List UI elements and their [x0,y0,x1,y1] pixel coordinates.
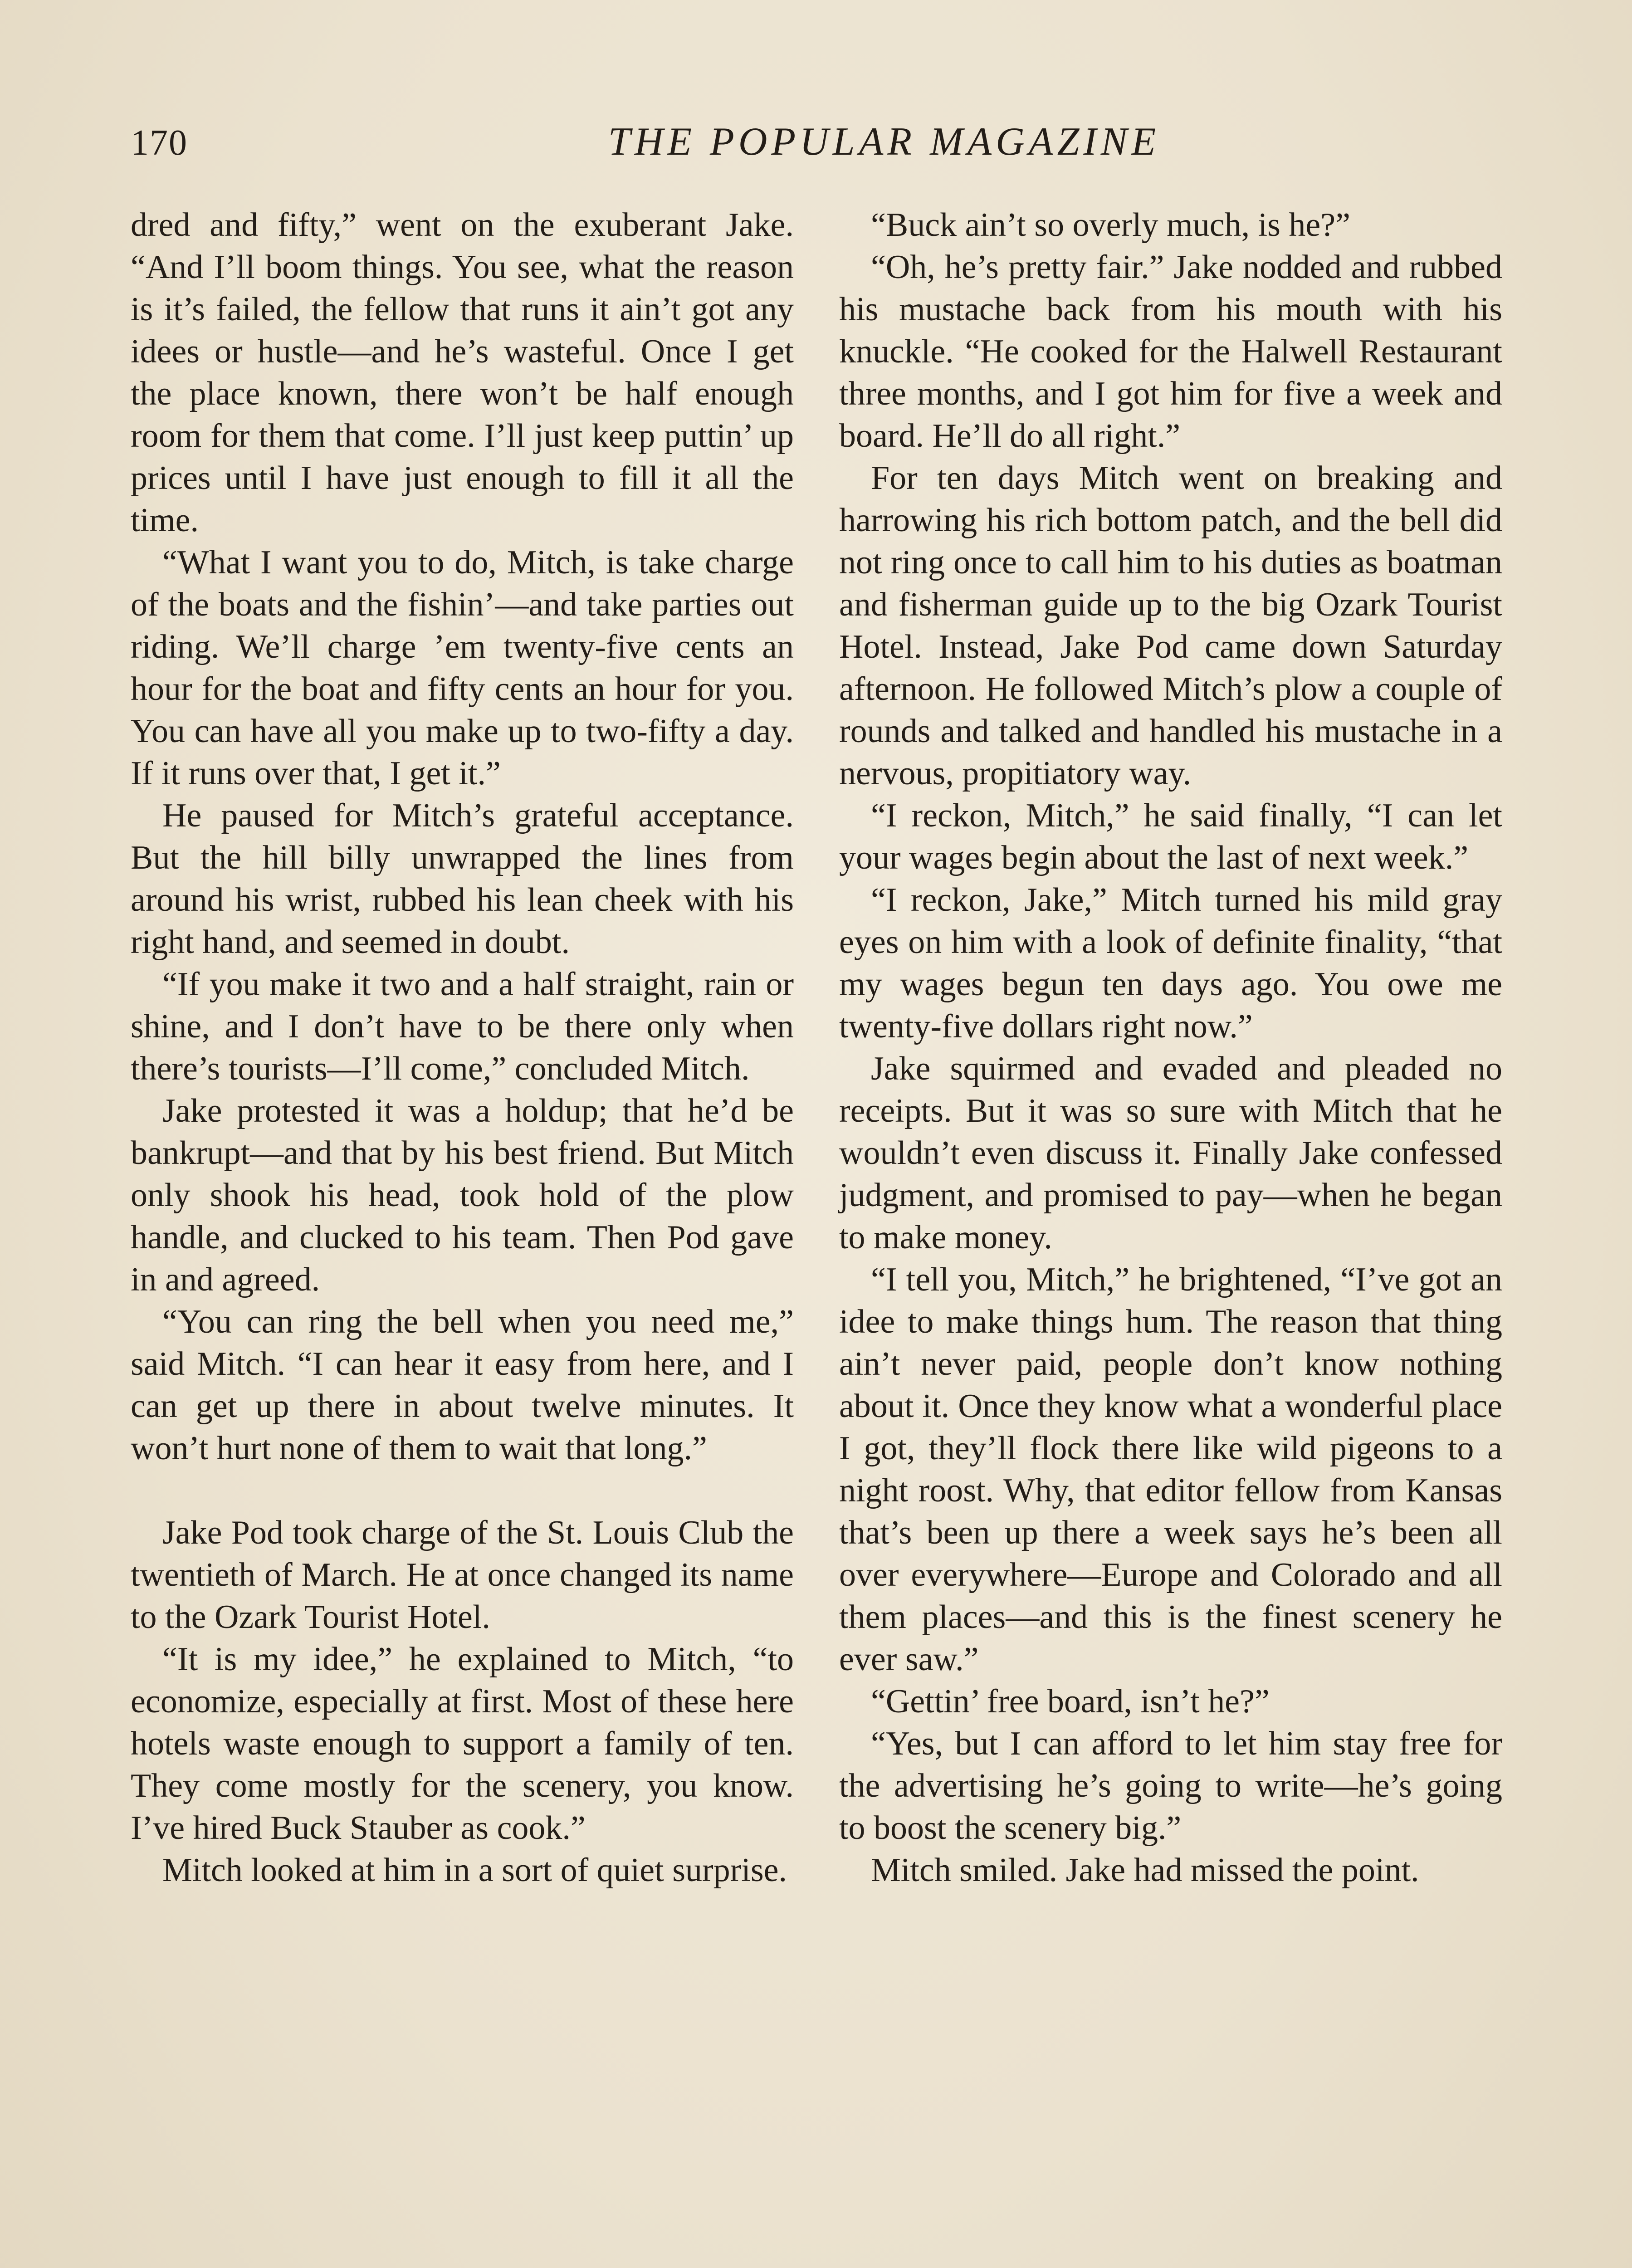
paragraph: “Oh, he’s pretty fair.” Jake nodded and rubbed his mustache back from his mouth with his knuckle. “He cooked for the Halwell Restaurant three months, and I got him for five a week and board. He’ll do all right.” [839,249,1502,455]
paragraph: “It is my idee,” he explained to Mitch, “to economize, especially at first. Most of these here hotels waste enough to support a family of ten. They come mostly for the scenery, you know. I’ve hired Buck Stauber as cook.” [131,1641,794,1847]
paragraph: Jake squirmed and evaded and pleaded no receipts. But it was so sure with Mitch that he wouldn’t even discuss it. Finally Jake confessed judgment, and promised to pay—when he began to make money. [839,1050,1502,1256]
page-number: 170 [131,123,188,163]
section-opening-paragraph: Jake Pod took charge of the St. Louis Club the twentieth of March. He at once changed its name to the Ozark Tourist Hotel. [131,1514,794,1636]
paragraph: “I tell you, Mitch,” he brightened, “I’ve got an idee to make things hum. The reason that thing ain’t never paid, people don’t know nothing about it. Once they know what a wonderful place I got, they’ll flock there like wild pigeons to a night roost. Why, that editor fellow from Kansas that’s been up there a week says he’s been all over everywhere—Europe and Colorado and all them places—and this is the finest scenery he ever saw.” [839,1261,1502,1678]
paragraph: Jake protested it was a holdup; that he’d be bankrupt—and that by his best friend. But Mitch only shook his head, took hold of the plow handle, and clucked to his team. Then Pod gave in and agreed. [131,1092,794,1298]
running-title: THE POPULAR MAGAZINE [608,120,1160,164]
paragraph: “What I want you to do, Mitch, is take charge of the boats and the fishin’—and take parties out riding. We’ll charge ’em twenty-five cents an hour for the boat and fifty cents an hour for you. You can have all you make up to two-fifty a day. If it runs over that, I get it.” [131,544,794,792]
paragraph: “Buck ain’t so overly much, is he?” [871,206,1350,244]
paragraph: “Gettin’ free board, isn’t he?” [871,1683,1270,1720]
paragraph: dred and fifty,” went on the exuberant Jake. “And I’ll boom things. You see, what the reason is it’s failed, the fellow that runs it ain’t got any idees or hustle—and he’s wasteful. Once I get the place known, there won’t be half enough room for them that come. I’ll just keep puttin’ up prices until I have just enough to fill it all the time. [131,206,794,539]
right-column [839,204,1502,1892]
paragraph: “Yes, but I can afford to let him stay free for the advertising he’s going to write—he’s going to boost the scenery big.” [839,1725,1502,1847]
left-column [131,204,794,1892]
paragraph: He paused for Mitch’s grateful acceptance. But the hill billy unwrapped the lines from around his wrist, rubbed his lean cheek with his right hand, and seemed in doubt. [131,797,794,961]
paragraph: “I reckon, Jake,” Mitch turned his mild gray eyes on him with a look of definite finality, “that my wages begun ten days ago. You owe me twenty-five dollars right now.” [839,881,1502,1045]
paragraph: “I reckon, Mitch,” he said finally, “I can let your wages begin about the last of next week.” [839,797,1502,876]
paragraph: Mitch smiled. Jake had missed the point. [871,1852,1419,1889]
paragraph: Mitch looked at him in a sort of quiet surprise. [162,1852,787,1889]
paragraph: For ten days Mitch went on breaking and harrowing his rich bottom patch, and the bell did not ring once to call him to his duties as boatman and fisherman guide up to the big Ozark Tourist Hotel. Instead, Jake Pod came down Saturday afternoon. He followed Mitch’s plow a couple of rounds and talked and handled his mustache in a nervous, propitiatory way. [839,459,1502,792]
paragraph: “You can ring the bell when you need me,” said Mitch. “I can hear it easy from here, and I can get up there in about twelve minutes. It won’t hurt none of them to wait that long.” [131,1303,794,1467]
paragraph: “If you make it two and a half straight, rain or shine, and I don’t have to be there only when there’s tourists—I’ll come,” concluded Mitch. [131,966,794,1087]
page-header [131,119,1501,169]
